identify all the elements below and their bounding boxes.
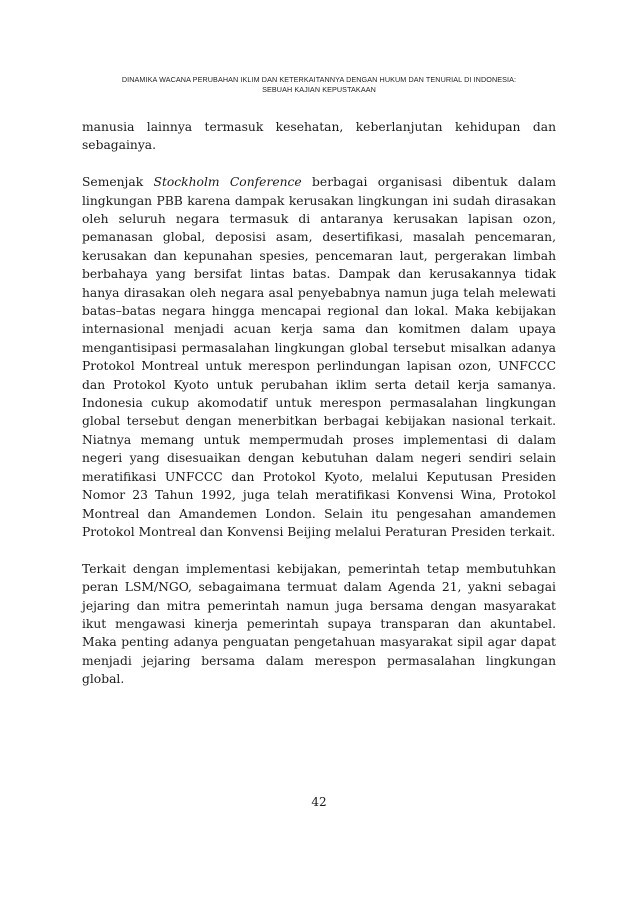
- stockholm-conference-italic: Stockholm Conference: [153, 175, 302, 190]
- page-body: [82, 118, 556, 689]
- running-header-line-1: DINAMIKA WACANA PERUBAHAN IKLIM DAN KETERKAITANNYA DENGAN HUKUM DAN TENURIAL DI INDONESIA:: [121, 75, 517, 84]
- paragraph-2-lead: Semenjak: [82, 175, 154, 190]
- page-number: 42: [311, 795, 327, 809]
- paragraph-2: [82, 173, 556, 541]
- paragraph-2-rest: berbagai organisasi dibentuk dalam lingkungan PBB karena dampak kerusakan lingkungan ini sudah dirasakan oleh seluruh negara termasuk di antaranya kerusakan lapisan ozon, pemanasan global, deposisi asam, desertifikasi, masalah pencemaran, kerusakan dan kepunahan spesies, pencemaran laut, pergerakan limbah berbahaya yang bersifat lintas batas. Dampak dan kerusakannya tidak hanya dirasakan oleh negara asal penyebabnya namun juga telah melewati batas–batas negara hingga mencapai regional dan lokal. Maka kebijakan internasional menjadi acuan kerja sama dan komitmen dalam upaya mengantisipasi permasalahan lingkungan global tersebut misalkan adanya Protokol Montreal untuk merespon perlindungan lapisan ozon, UNFCCC dan Protokol Kyoto untuk perubahan iklim serta detail kerja samanya. Indonesia cukup akomodatif untuk merespon permasalahan lingkungan global tersebut dengan menerbitkan berbagai kebijakan nasional terkait. Niatnya memang untuk mempermudah proses implementasi di dalam negeri yang disesuaikan dengan kebutuhan dalam negeri sendiri selain meratifikasi UNFCCC dan Protokol Kyoto, melalui Keputusan Presiden Nomor 23 Tahun 1992, juga telah meratifikasi Konvensi Wina, Protokol Montreal dan Amandemen London. Selain itu pengesahan amandemen Protokol Montreal dan Konvensi Beijing melalui Peraturan Presiden terkait.: [82, 175, 557, 539]
- running-header-line-2: SEBUAH KAJIAN KEPUSTAKAAN: [262, 85, 376, 94]
- paragraph-3: Terkait dengan implementasi kebijakan, pemerintah tetap membutuhkan peran LSM/NGO, sebagaimana termuat dalam Agenda 21, yakni sebagai jejaring dan mitra pemerintah namun juga bersama dengan masyarakat ikut mengawasi kinerja pemerintah supaya transparan dan akuntabel. Maka penting adanya penguatan pengetahuan masyarakat sipil agar dapat menjadi jejaring bersama dalam merespon permasalahan lingkungan global.: [82, 561, 556, 687]
- running-header: [100, 75, 538, 95]
- paragraph-1: manusia lainnya termasuk kesehatan, keberlanjutan kehidupan dan sebagainya.: [82, 120, 556, 153]
